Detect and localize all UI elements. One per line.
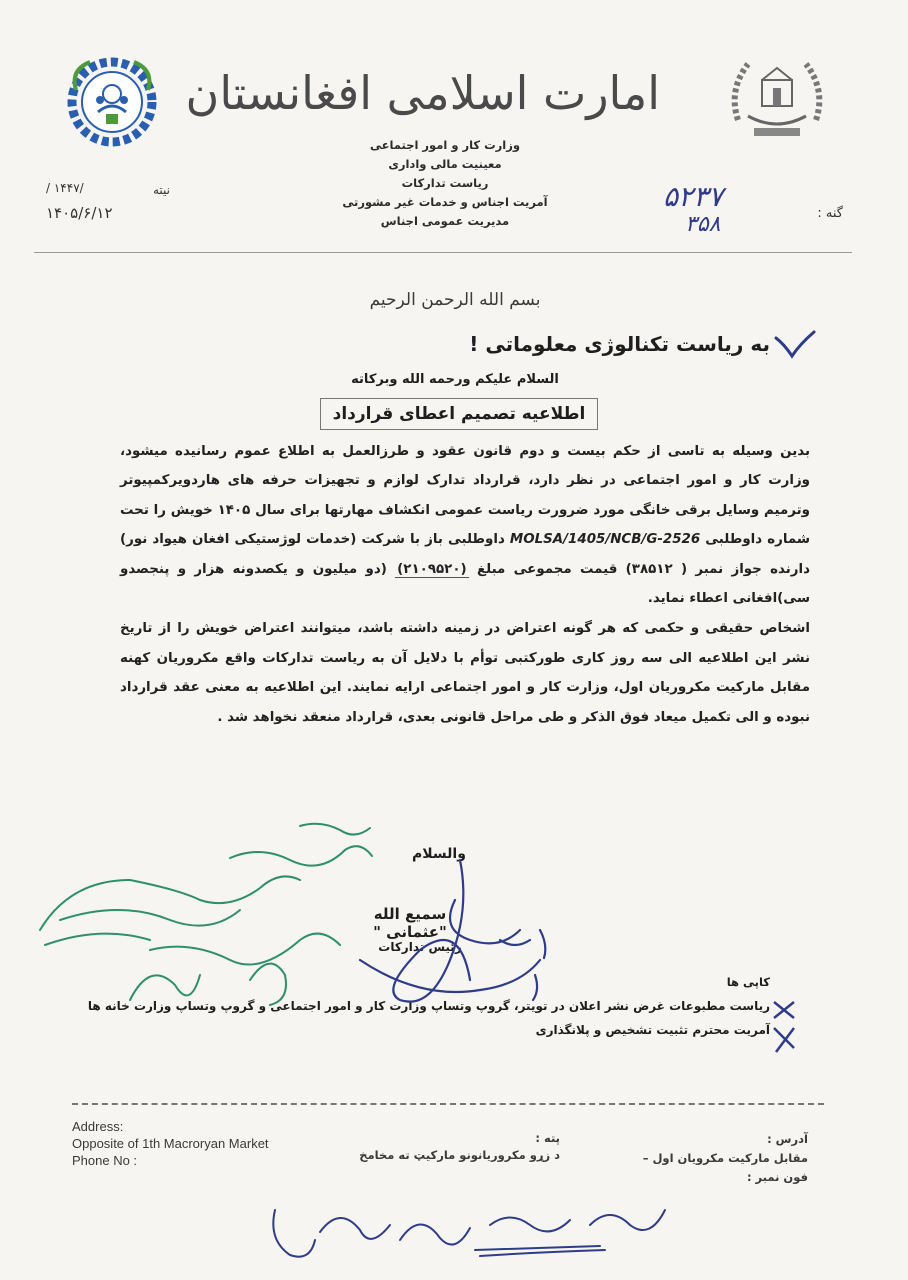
- blue-registration-note: [273, 1210, 665, 1257]
- checkmark-icon: [770, 324, 820, 360]
- signer-name: سمیع الله "عثمانی ": [373, 905, 447, 941]
- number-sub: ۳۵۸: [685, 212, 721, 237]
- footer-line: پته :: [535, 1131, 560, 1145]
- contract-amount: (۲۱۰۹۵۲۰): [397, 561, 467, 577]
- number-main: ۵۲۳۷: [663, 180, 724, 213]
- footer-line: فون نمبر :: [746, 1170, 808, 1184]
- paragraph-1: [120, 437, 810, 613]
- footer-line: Phone No :: [72, 1153, 138, 1168]
- closing-salutation: والسلام: [412, 846, 466, 862]
- copies-heading: کاپی ها: [726, 975, 770, 989]
- number-label: گنه :: [817, 206, 843, 221]
- state-emblem: [718, 50, 836, 150]
- header-divider: [34, 252, 852, 253]
- paragraph-1-middle: داوطلبی باز با شرکت (خدمات لوژستیکی افغان هیواد نور) دارنده جواز نمبر ( ۳۸۵۱۲) قیمت مجموعی مبلغ: [120, 532, 810, 577]
- footer-line: مقابل مارکیت مکرویان اول –: [642, 1151, 808, 1165]
- department-lines: [330, 136, 560, 231]
- footer-line: آدرس :: [767, 1132, 808, 1146]
- department-line: ریاست تدارکات: [401, 176, 489, 190]
- letter-body: [120, 437, 810, 732]
- date-block: [40, 175, 170, 235]
- department-line: معینیت مالی واداری: [388, 157, 502, 171]
- greeting: السلام علیکم ورحمه الله وبرکاته: [351, 372, 559, 387]
- tender-code: MOLSA/1405/NCB/G-2526: [509, 532, 701, 548]
- paragraph-1-end: (دو میلیون و یکصدونه هزار و پنجصدو سی)افغانی اعطاء نماید.: [120, 561, 810, 607]
- footer-address-english: [72, 1118, 332, 1169]
- basmala: بسم الله الرحمن الرحیم: [369, 290, 541, 310]
- department-line: آمریت اجناس و خدمات غیر مشورتی: [342, 195, 548, 209]
- footer-line: د زړو مکروریانونو مارکیټ ته مخامخ: [359, 1148, 560, 1162]
- ministry-logo: [62, 50, 162, 150]
- date-solar: ۱۴۰۵/۶/۱۲: [46, 204, 113, 222]
- paragraph-2: اشخاص حقیقی و حکمی که هر گونه اعتراض در زمینه داشته باشد، میتوانند اعتراض خویش را از تاریخ نشر این اطلاعیه الی سه روز کاری طورکتبی توأم با دلایل آن به ریاست تدارکات واقع مکروریان کهنه مقابل مارکیت مکروریان اول، وزارت کار و امور اجتماعی ارایه نمایند. این اطلاعیه به معنی عقد قرارداد نبوده و الی تکمیل میعاد فوق الذکر و طی مراحل قانونی بعدی، قرارداد منعقد نخواهد شد .: [120, 621, 810, 725]
- copy-check-marks: [770, 996, 800, 1056]
- green-handwritten-note: [40, 824, 372, 1005]
- footer-divider: [72, 1103, 824, 1105]
- copy-item: آمریت محترم تثبیت تشخیص و پلانگذاری: [535, 1023, 770, 1037]
- department-line: وزارت کار و امور اجتماعی: [369, 138, 520, 152]
- copy-item: ریاست مطبوعات غرض نشر اعلان در تویتر، گروپ وتساپ وزارت کار و امور اجتماعی و گروپ وتساپ وزارت خانه ها: [87, 999, 770, 1013]
- signer-title: رئیس تدارکات: [378, 940, 462, 954]
- footer-line: Address:: [72, 1119, 124, 1134]
- number-block: [655, 178, 855, 248]
- date-label: نیته: [152, 183, 170, 197]
- footer-line: Opposite of 1th Macroryan Market: [72, 1136, 269, 1151]
- addressee: به ریاست تکنالوژی معلوماتی !: [469, 332, 770, 356]
- footer-address-dari: [600, 1130, 808, 1187]
- subject-box: اطلاعیه تصمیم اعطای قرارداد: [320, 398, 598, 430]
- header-title: امارت اسلامی افغانستان: [185, 66, 660, 120]
- department-line: مدیریت عمومی اجناس: [380, 214, 510, 228]
- footer-address-pashto: [350, 1130, 560, 1164]
- paragraph-1-intro: بدین وسیله به تاسی از حکم بیست و دوم قانون عقود و طرزالعمل به اطلاع عموم رسانیده میشود، وزارت کار و امور اجتماعی در نظر دارد، قرارداد تدارک لوازم و تجهیزات حرفه های هاردویرکمپیوتر وترمیم وسایل برقی خانگی مورد ضرورت ریاست عمومی انکشاف مهارتها برای سال ۱۴۰۵ خویش را تحت شماره داوطلبی: [120, 444, 810, 548]
- date-hijri: / ۱۴۴۷/: [46, 181, 84, 195]
